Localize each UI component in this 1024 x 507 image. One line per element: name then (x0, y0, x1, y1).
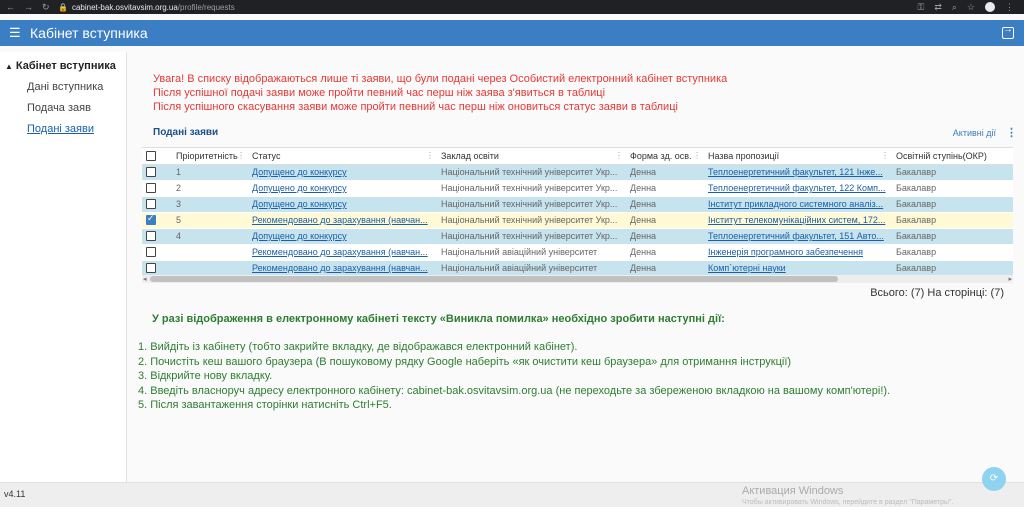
windows-activation-subtitle: Чтобы активировать Windows, перейдите в раздел "Параметры". (742, 499, 954, 506)
table-row[interactable] (142, 244, 1013, 260)
degree-cell: Бакалавр (892, 228, 1013, 244)
warning-line: Після успішного скасування заяви може пройти певний час перш ніж оновиться статус заяви в таблиці (153, 101, 678, 113)
address-bar-host[interactable]: cabinet-bak.osvitavsim.org.ua (71, 2, 178, 12)
column-header-study-form[interactable]: Форма зд. осв. ⋮ (626, 148, 704, 164)
institution-cell: Національний технічний університет Укр... (437, 196, 626, 212)
card-title: Подані заяви (153, 127, 219, 138)
column-menu-icon[interactable]: ⋮ (237, 151, 245, 160)
browser-menu-icon[interactable]: ⋮ (1005, 1, 1014, 12)
select-all-checkbox[interactable] (146, 151, 156, 161)
hamburger-menu-icon[interactable]: ☰ (9, 25, 21, 40)
table-header-row (142, 148, 1013, 164)
windows-activation-watermark: Активация Windows (742, 485, 844, 497)
sidebar-section-label: Кабінет вступника (15, 60, 116, 72)
chevron-up-icon: ▲ (5, 61, 13, 71)
row-checkbox[interactable] (146, 167, 156, 177)
priority-cell: 5 (172, 212, 248, 228)
column-header-degree[interactable]: Освітній ступінь(ОКР) (892, 148, 1013, 164)
table-row[interactable] (142, 164, 1013, 180)
status-link[interactable]: Допущено до конкурсу (248, 180, 437, 196)
help-step: 4. Введіть власноруч адресу електронного кабінету: cabinet-bak.osvitavsim.org.ua (не переходьте за збереженою вкладкою на вашому комп'ютері!). (138, 384, 891, 397)
row-checkbox[interactable] (146, 183, 156, 193)
reload-icon[interactable]: ↻ (42, 1, 50, 12)
card-actions (953, 126, 1017, 139)
main-content (137, 66, 1017, 139)
status-link[interactable]: Допущено до конкурсу (248, 196, 437, 212)
applications-table (142, 147, 1013, 275)
offer-link[interactable]: Комп`ютерні науки (704, 260, 892, 275)
column-header-priority[interactable]: Пріоритетність ⋮ (172, 148, 248, 164)
study-form-cell: Денна (626, 244, 704, 260)
warning-line: Увага! В списку відображаються лише ті заяви, що були подані через Особистий електронний кабінет вступника (153, 73, 728, 85)
offer-link[interactable]: Теплоенергетичний факультет, 121 Інже... (704, 164, 892, 180)
offer-link[interactable]: Інженерія програмного забезпечення (704, 244, 892, 260)
offer-link[interactable]: Теплоенергетичний факультет, 122 Комп... (704, 180, 892, 196)
column-menu-icon[interactable]: ⋮ (693, 151, 701, 160)
scroll-left-icon[interactable]: ◂ (143, 276, 147, 283)
table-row[interactable] (142, 260, 1013, 275)
column-header-offer[interactable]: Назва пропозиції ⋮ (704, 148, 892, 164)
institution-cell: Національний технічний університет Укр... (437, 180, 626, 196)
study-form-cell: Денна (626, 212, 704, 228)
profile-avatar-icon[interactable] (985, 2, 995, 12)
column-menu-icon[interactable]: ⋮ (881, 151, 889, 160)
status-link[interactable]: Допущено до конкурсу (248, 228, 437, 244)
row-checkbox[interactable] (146, 247, 156, 257)
row-select-cell[interactable] (142, 260, 172, 275)
priority-cell (172, 260, 248, 275)
active-actions-link[interactable]: Активні дії (952, 127, 996, 138)
help-step: 1. Вийдіть із кабінету (тобто закрийте вкладку, де відображався електронний кабінет). (138, 341, 578, 353)
row-select-cell[interactable] (142, 196, 172, 212)
row-select-cell[interactable] (142, 212, 172, 228)
row-checkbox[interactable] (146, 215, 156, 225)
degree-cell: Бакалавр (892, 196, 1013, 212)
priority-cell: 4 (172, 228, 248, 244)
help-step: 5. Після завантаження сторінки натисніть Ctrl+F5. (138, 399, 392, 411)
sidebar-item-submit-applications[interactable]: Подача заяв (27, 102, 91, 114)
table-row[interactable] (142, 212, 1013, 228)
institution-cell: Національний технічний університет Укр... (437, 212, 626, 228)
priority-cell: 1 (172, 164, 248, 180)
offer-link[interactable]: Інститут прикладного системного аналіз... (704, 196, 892, 212)
app-header (0, 20, 1024, 46)
degree-cell: Бакалавр (892, 260, 1013, 275)
logout-icon[interactable] (1002, 27, 1014, 39)
column-menu-icon[interactable]: ⋮ (615, 151, 623, 160)
pagination-summary: Всього: (7) На сторінці: (7) (870, 287, 1004, 299)
institution-cell: Національний авіаційний університет (437, 244, 626, 260)
study-form-cell: Денна (626, 180, 704, 196)
degree-cell: Бакалавр (892, 180, 1013, 196)
scroll-right-icon[interactable]: ▸ (1008, 276, 1012, 283)
institution-cell: Національний авіаційний університет (437, 260, 626, 275)
more-vert-icon[interactable]: ⋮ (1006, 127, 1017, 139)
degree-cell: Бакалавр (892, 244, 1013, 260)
column-menu-icon[interactable]: ⋮ (426, 151, 434, 160)
institution-cell: Національний технічний університет Укр... (437, 164, 626, 180)
star-icon[interactable]: ☆ (966, 1, 975, 12)
sidebar-item-submitted-applications[interactable]: Подані заяви (27, 123, 94, 135)
error-help-title: У разі відображення в електронному кабінеті тексту «Виникла помилка» необхідно зробити наступні дії: (152, 313, 725, 325)
address-bar-path[interactable]: /profile/requests (177, 2, 235, 12)
key-icon[interactable]: ⚿ (917, 1, 925, 12)
study-form-cell: Денна (626, 260, 704, 275)
scrollbar-thumb[interactable] (150, 276, 838, 282)
app-title: Кабінет вступника (30, 25, 148, 41)
row-select-cell[interactable] (142, 228, 172, 244)
institution-cell: Національний технічний університет Укр... (437, 228, 626, 244)
table-row[interactable] (142, 180, 1013, 196)
study-form-cell: Денна (626, 196, 704, 212)
status-link[interactable]: Рекомендовано до зарахування (навчан... (248, 260, 437, 275)
status-link[interactable]: Рекомендовано до зарахування (навчан... (248, 244, 437, 260)
offer-link[interactable]: Теплоенергетичний факультет, 151 Авто... (704, 228, 892, 244)
study-form-cell: Денна (626, 228, 704, 244)
help-step: 2. Почистіть кеш вашого браузера (В пошуковому рядку Google наберіть «як очистити кеш браузера» для отримання інструкції) (138, 355, 792, 368)
row-select-cell[interactable] (142, 244, 172, 260)
column-header-institution[interactable]: Заклад освіти ⋮ (437, 148, 626, 164)
study-form-cell: Денна (626, 164, 704, 180)
zoom-icon[interactable]: ⌕ (951, 1, 957, 12)
sidebar (0, 52, 127, 482)
row-select-cell[interactable] (142, 180, 172, 196)
status-link[interactable]: Рекомендовано до зарахування (навчан... (248, 212, 437, 228)
column-header-status[interactable]: Статус ⋮ (248, 148, 437, 164)
degree-cell: Бакалавр (892, 164, 1013, 180)
offer-link[interactable]: Інститут телекомунікаційних систем, 172... (704, 212, 892, 228)
chat-fab-icon[interactable]: ⟳ (982, 467, 1006, 491)
forward-icon[interactable]: → (24, 1, 33, 12)
warning-line: Після успішної подачі заяви може пройти певний час перш ніж заява з'явиться в таблиці (153, 87, 606, 99)
browser-nav (0, 2, 56, 13)
row-select-cell[interactable] (142, 164, 172, 180)
row-checkbox[interactable] (146, 199, 156, 209)
priority-cell: 3 (172, 196, 248, 212)
translate-icon[interactable]: ⇄ (934, 1, 942, 12)
table-row[interactable] (142, 228, 1013, 244)
priority-cell: 2 (172, 180, 248, 196)
row-checkbox[interactable] (146, 231, 156, 241)
table-row[interactable] (142, 196, 1013, 212)
row-checkbox[interactable] (146, 263, 156, 273)
degree-cell: Бакалавр (892, 212, 1013, 228)
warning-notice (137, 72, 1017, 114)
card-header (137, 126, 1017, 139)
header-select-all[interactable] (142, 148, 172, 164)
help-step: 3. Відкрийте нову вкладку. (138, 370, 273, 382)
sidebar-item-applicant-data[interactable]: Дані вступника (27, 81, 104, 93)
horizontal-scrollbar[interactable] (142, 275, 1013, 283)
browser-toolbar (0, 0, 1024, 14)
back-icon[interactable]: ← (6, 1, 15, 12)
status-link[interactable]: Допущено до конкурсу (248, 164, 437, 180)
lock-icon[interactable]: 🔒 (58, 2, 68, 12)
sidebar-section-header[interactable] (0, 52, 126, 72)
priority-cell (172, 244, 248, 260)
app-version: v4.11 (4, 489, 26, 499)
error-help-steps (138, 340, 890, 413)
